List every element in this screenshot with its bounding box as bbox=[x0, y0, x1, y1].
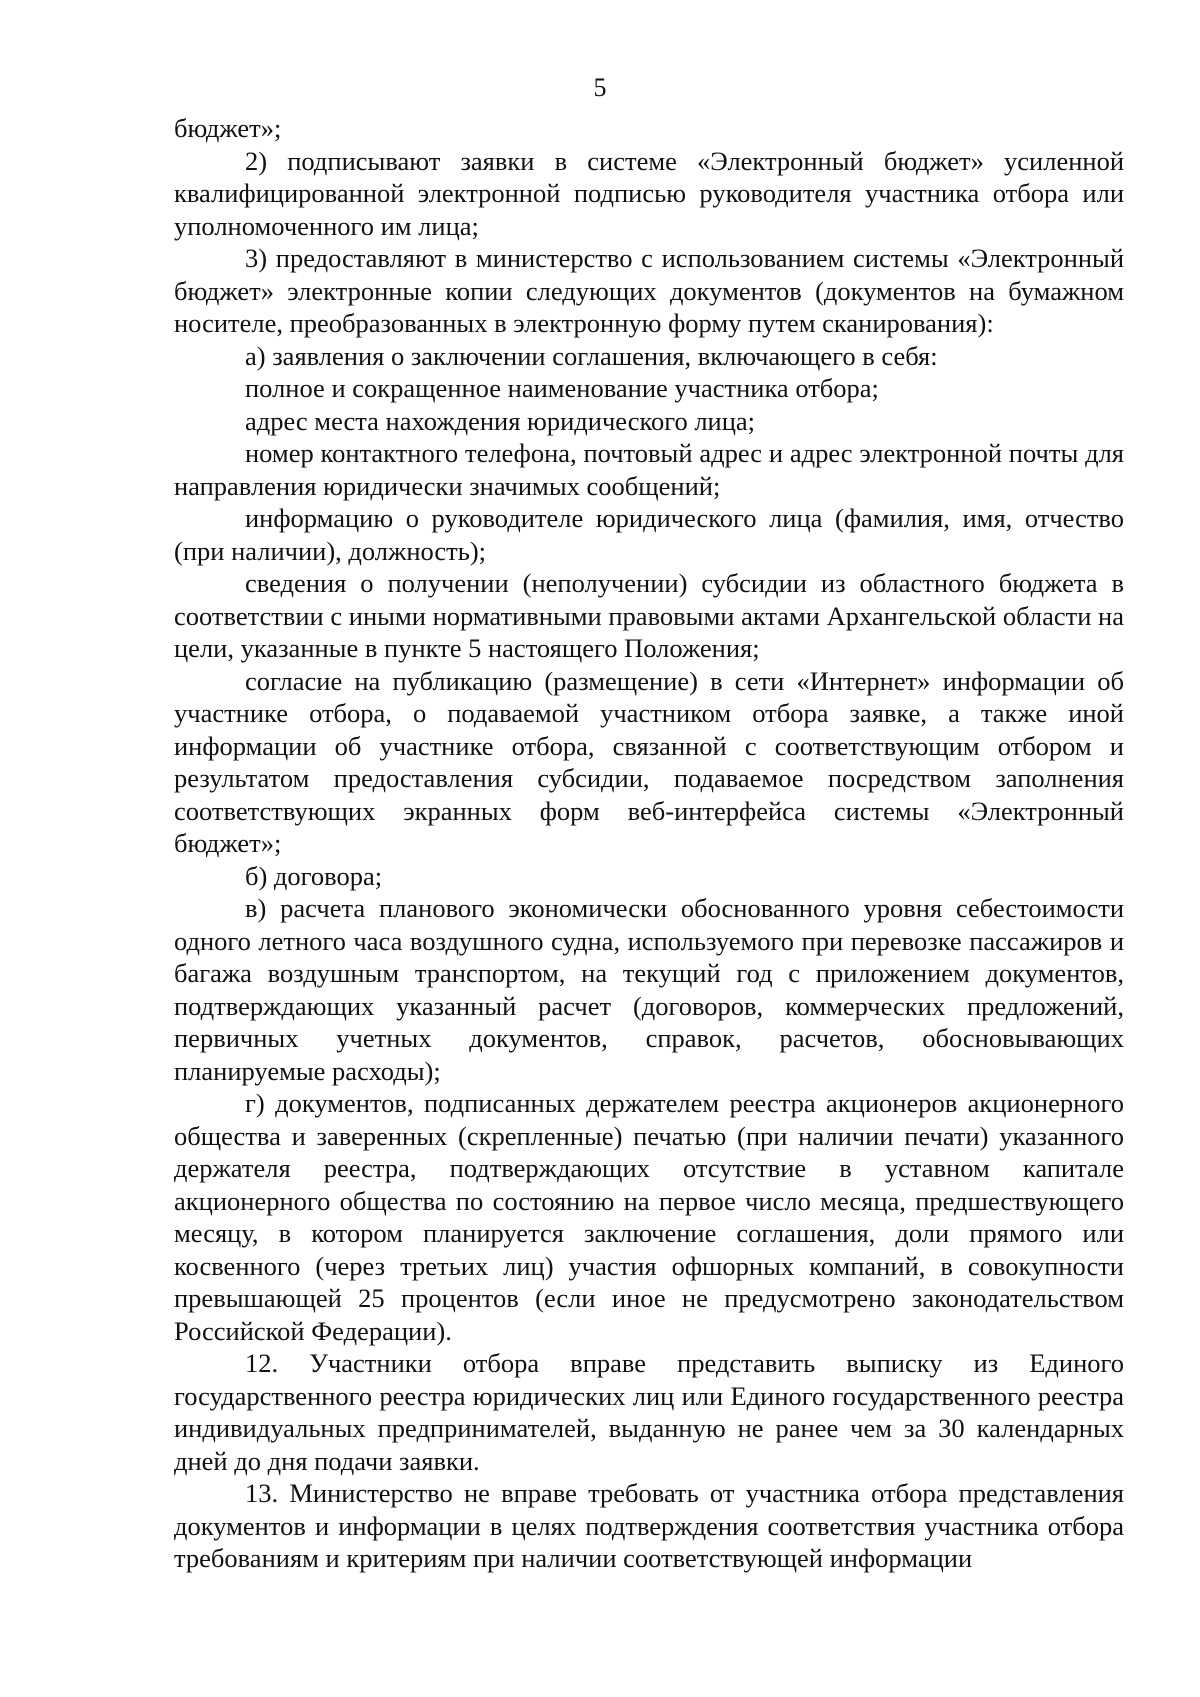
paragraph-clause-13: 13. Министерство не вправе требовать от участника отбора представления документов и информации в целях подтверждения соответствия участника отбора требованиям и критериям при наличии соответствующей информации bbox=[174, 1478, 1124, 1573]
paragraph-contacts: номер контактного телефона, почтовый адрес и адрес электронной почты для направления юридически значимых сообщений; bbox=[174, 438, 1124, 501]
paragraph-head-info: информацию о руководителе юридического лица (фамилия, имя, отчество (при наличии), должность); bbox=[174, 503, 1124, 566]
paragraph-item-2: 2) подписывают заявки в системе «Электронный бюджет» усиленной квалифицированной электронной подписью руководителя участника отбора или уполномоченного им лица; bbox=[174, 145, 1124, 241]
paragraph-subitem-v: в) расчета планового экономически обоснованного уровня себестоимости одного летного часа воздушного судна, используемого при перевозке пассажиров и багажа воздушным транспортом, на текущий год с приложением документов, подтверждающих указанный расчет (договоров, коммерческих предложений, первичных учетных документов, справок, расчетов, обосновывающих планируемые расходы); bbox=[174, 893, 1124, 1086]
paragraph-subsidy-info: сведения о получении (неполучении) субсидии из областного бюджета в соответствии с иными нормативными правовыми актами Архангельской области на цели, указанные в пункте 5 настоящего Положения; bbox=[174, 568, 1124, 663]
paragraph-clause-12: 12. Участники отбора вправе представить выписку из Единого государственного реестра юридических лиц или Единого государственного реестра индивидуальных предпринимателей, выданную не ранее чем за 30 календарных дней до дня подачи заявки. bbox=[174, 1348, 1124, 1476]
page-number: 5 bbox=[593, 73, 607, 102]
paragraph-address: адрес места нахождения юридического лица; bbox=[245, 405, 756, 436]
paragraph-subitem-b: б) договора; bbox=[245, 860, 383, 891]
document-body bbox=[174, 112, 1124, 1575]
paragraph-continuation: бюджет»; bbox=[174, 113, 282, 143]
paragraph-subitem-a: а) заявления о заключении соглашения, включающего в себя: bbox=[245, 340, 938, 371]
paragraph-item-3: 3) предоставляют в министерство с использованием системы «Электронный бюджет» электронные копии следующих документов (документов на бумажном носителе, преобразованных в электронную форму путем сканирования): bbox=[174, 243, 1124, 338]
paragraph-consent: согласие на публикацию (размещение) в сети «Интернет» информации об участнике отбора, о подаваемой участником отбора заявке, а также иной информации об участнике отбора, связанной с соответствующим отбором и результатом предоставления субсидии, подаваемое посредством заполнения соответствующих экранных форм веб-интерфейса системы «Электронный бюджет»; bbox=[174, 665, 1124, 858]
paragraph-full-name: полное и сокращенное наименование участника отбора; bbox=[245, 373, 879, 403]
paragraph-subitem-g: г) документов, подписанных держателем реестра акционеров акционерного общества и заверенных (скрепленные) печатью (при наличии печати) указанного держателя реестра, подтверждающих отсутствие в уставном капитале акционерного общества по состоянию на первое число месяца, предшествующего месяцу, в котором планируется заключение соглашения, доли прямого или косвенного (через третьих лиц) участия офшорных компаний, в совокупности превышающей 25 процентов (если иное не предусмотрено законодательством Российской Федерации). bbox=[174, 1088, 1124, 1346]
